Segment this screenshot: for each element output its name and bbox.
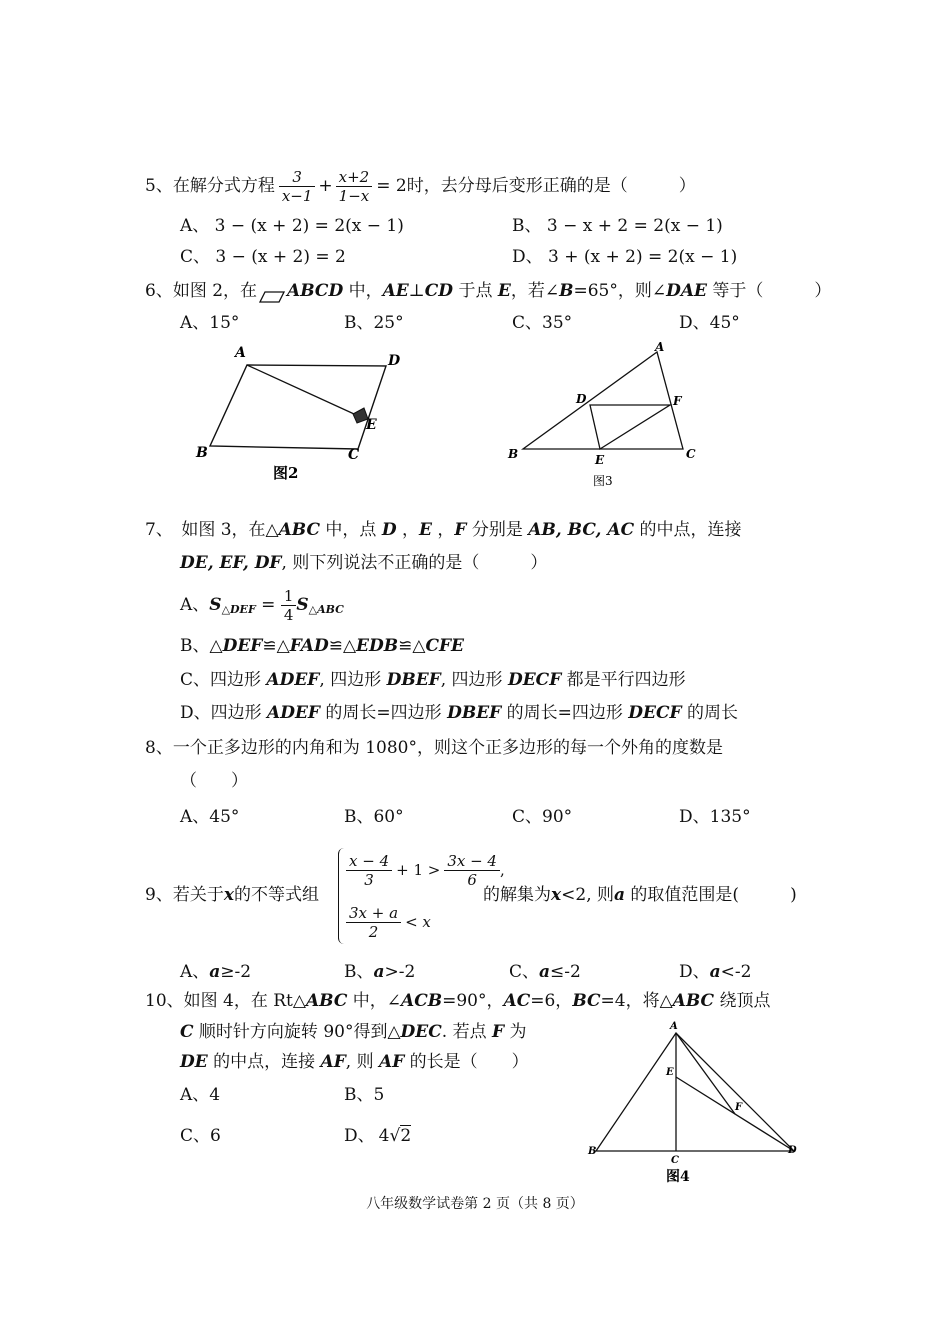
q9-option-b	[344, 960, 415, 984]
q9-a: a	[614, 885, 626, 905]
q8-option-a: A、45°	[180, 807, 240, 827]
q10-text: 绕顶点	[714, 991, 771, 1011]
q7-opt-a-num: 1	[281, 587, 297, 606]
fig4-label-e: E	[666, 1067, 674, 1078]
q6-text: 中，	[343, 281, 383, 301]
q6-text: ，若∠	[510, 281, 560, 301]
figure-4	[584, 1015, 809, 1190]
q9-opt-label: C、	[509, 962, 540, 982]
q6-text: =65°，则∠	[573, 281, 667, 301]
q5-fraction-1	[279, 168, 316, 205]
q5-fraction-2	[336, 168, 373, 205]
q7-opt-a-s: S	[296, 595, 309, 615]
fig2-parallelogram	[210, 365, 386, 449]
fig3-caption: 图3	[593, 474, 613, 488]
fig3-label-d: D	[576, 392, 587, 406]
q9-option-a	[180, 960, 251, 984]
q7-tri: DEF	[222, 636, 263, 656]
fig2-label-b: B	[196, 445, 208, 461]
q9-inequality-2	[346, 900, 431, 944]
q7-tri: CFE	[425, 636, 464, 656]
q9-text: 的取值范围是( )	[625, 885, 797, 905]
q7-quad: ADEF	[266, 670, 320, 690]
q6-option-d: D、45°	[679, 313, 740, 333]
q10-option-c: C、6	[180, 1126, 221, 1146]
q9-ineq1-den: 6	[467, 870, 477, 889]
q7-text: ，	[431, 520, 455, 540]
q6-ae: AE	[382, 281, 409, 301]
q7-segments: DE, EF, DF	[180, 553, 282, 573]
q7-quad: DBEF	[447, 703, 502, 723]
q5-frac2-den: 1−x	[338, 186, 370, 205]
fig4-label-d: D	[788, 1145, 797, 1156]
figure-2	[180, 335, 420, 495]
q5-option-d: D、 3 + (x + 2) = 2(x − 1)	[512, 247, 738, 267]
fig2-label-d: D	[388, 353, 401, 369]
q9-ineq1-end: ,	[499, 861, 505, 879]
q6-option-a: A、15°	[180, 313, 240, 333]
q10-bc: BC	[572, 991, 601, 1011]
q8-line-2: （ ）	[180, 771, 248, 791]
fig2-caption: 图2	[273, 464, 299, 482]
q5-eq: = 2	[376, 176, 407, 196]
q9-ineq1-den: 3	[364, 870, 374, 889]
fig4-label-b: B	[588, 1146, 597, 1157]
q7-tri: FAD	[289, 636, 329, 656]
q7-opt-a-label: A、	[180, 595, 210, 615]
q7-f: F	[454, 520, 467, 540]
q5-option-b: B、 3 − x + 2 = 2(x − 1)	[512, 216, 723, 236]
q9-opt-label: D、	[679, 962, 710, 982]
q9-opt-var: a	[373, 962, 385, 982]
q10-line-3	[180, 1050, 529, 1074]
q9-ineq1-num: 3x − 4	[444, 852, 500, 871]
q10-af: AF	[320, 1052, 346, 1072]
q7-text: 都是平行四边形	[561, 670, 686, 690]
q7-opt-a-sub: △DEF	[221, 603, 256, 616]
q10-dec: DEC	[400, 1022, 442, 1042]
q5-frac1-num: 3	[279, 168, 316, 187]
q5-option-c: C、 3 − (x + 2) = 2	[180, 247, 346, 267]
q7-text: ，	[396, 520, 419, 540]
q10-de: DE	[180, 1052, 208, 1072]
q7-text: , 四边形	[319, 670, 387, 690]
q9-ineq1-frac1	[346, 852, 392, 889]
q5-stem	[145, 162, 696, 210]
q9-opt-label: A、	[180, 962, 210, 982]
q7-option-a	[180, 585, 344, 625]
q6-perp: ⊥	[408, 281, 425, 301]
q7-text: 的周长	[681, 703, 738, 723]
q7-tri: EDB	[356, 636, 399, 656]
q6-e: E	[497, 281, 511, 301]
q10-text: =6，	[530, 991, 573, 1011]
q7-option-b	[180, 634, 464, 658]
q8-line-1: 8、一个正多边形的内角和为 1080°，则这个正多边形的每一个外角的度数是	[145, 738, 723, 758]
q7-line-2	[180, 551, 547, 575]
q7-text: 中，点	[320, 520, 382, 540]
fig2-label-e: E	[366, 417, 377, 433]
q10-option-a: A、4	[180, 1085, 221, 1105]
fig4-label-f: F	[735, 1102, 743, 1113]
figure-3	[500, 335, 710, 495]
parallelogram-icon	[259, 286, 285, 298]
q10-abc: ABC	[672, 991, 715, 1011]
q10-f: F	[492, 1022, 505, 1042]
q7-quad: ADEF	[267, 703, 321, 723]
q7-text: , 则下列说法不正确的是（ ）	[281, 553, 548, 573]
fig4-caption: 图4	[666, 1169, 690, 1185]
q9-text: <2, 则	[561, 885, 615, 905]
q7-text: ≌△	[262, 636, 290, 656]
q10-text: 的中点，连接	[207, 1052, 321, 1072]
q9-text: 9、若关于	[145, 885, 224, 905]
q10-text: . 若点	[441, 1022, 492, 1042]
q7-opt-a-eq: =	[255, 595, 281, 615]
q9-opt-rel: ≤-2	[550, 962, 581, 982]
q7-text: C、四边形	[180, 670, 267, 690]
fig3-label-a: A	[655, 340, 665, 354]
q8-option-b: B、60°	[344, 807, 404, 827]
q10-line-2	[180, 1020, 526, 1044]
q9-stem-right	[483, 883, 797, 907]
q9-stem-left	[145, 883, 319, 907]
q7-opt-a-den: 4	[283, 605, 294, 624]
q9-opt-label: B、	[344, 962, 374, 982]
q7-text: 的周长=四边形	[501, 703, 629, 723]
q6-option-b: B、25°	[344, 313, 404, 333]
q8-option-d: D、135°	[679, 807, 751, 827]
fig3-triangle-abc	[523, 352, 683, 449]
q6-abcd: ABCD	[287, 281, 344, 301]
q7-text: ≌△	[328, 636, 357, 656]
q9-opt-rel: >-2	[384, 962, 416, 982]
q10-abc: ABC	[305, 991, 348, 1011]
q9-ineq2-end: < x	[405, 913, 431, 931]
q9-text: 的不等式组	[233, 885, 319, 905]
q7-quad: DECF	[628, 703, 682, 723]
q9-x: x	[223, 885, 234, 905]
q10-option-d	[344, 1124, 411, 1148]
q9-ineq1-num: x − 4	[346, 852, 392, 871]
q7-option-d	[180, 701, 738, 725]
q9-opt-var: a	[209, 962, 221, 982]
q7-line-1	[145, 518, 742, 542]
q6-cd: CD	[424, 281, 454, 301]
q7-text: ≌△	[398, 636, 426, 656]
q9-inequality-1	[346, 848, 505, 892]
q10-text: 10、如图 4，在 Rt△	[145, 991, 306, 1011]
q5-text-after: 时，去分母后变形正确的是（ ）	[406, 176, 696, 196]
q9-ineq2-frac	[346, 904, 401, 941]
q5-plus: +	[318, 176, 333, 196]
q7-opt-a-fraction	[281, 587, 297, 624]
q6-text: 6、如图 2，在	[145, 281, 258, 301]
q7-opt-a-sub: △ABC	[308, 603, 344, 616]
q7-opt-a-s: S	[209, 595, 222, 615]
q7-text: 7、 如图 3，在△	[145, 520, 279, 540]
q10-text: 为	[504, 1022, 527, 1042]
q9-opt-var: a	[709, 962, 721, 982]
q7-text: D、四边形	[180, 703, 268, 723]
sqrt-icon: √	[389, 1126, 401, 1146]
q10-text: =90°，	[442, 991, 504, 1011]
fig2-label-c: C	[348, 447, 360, 463]
q7-quad: DBEF	[386, 670, 441, 690]
q10-opt-d-coef: 4	[378, 1126, 390, 1146]
q9-option-d	[679, 960, 751, 984]
q6-b: B	[559, 281, 574, 301]
q6-text: 等于（ ）	[706, 281, 832, 301]
q10-text: 的长是（ ）	[404, 1052, 529, 1072]
q5-option-a: A、 3 − (x + 2) = 2(x − 1)	[180, 216, 404, 236]
q10-opt-d-radicand: 2	[400, 1126, 412, 1146]
q7-e: E	[418, 520, 432, 540]
q7-d: D	[381, 520, 397, 540]
q7-text: 分别是	[466, 520, 529, 540]
q10-af: AF	[379, 1052, 405, 1072]
q7-text: , 四边形	[440, 670, 508, 690]
q6-stem	[145, 279, 831, 303]
fig3-label-c: C	[686, 447, 696, 461]
fig3-label-f: F	[673, 394, 682, 408]
q5-frac2-num: x+2	[336, 168, 373, 187]
q10-line-1	[145, 989, 770, 1013]
q5-text-before: 5、在解分式方程	[145, 176, 275, 196]
q9-ineq1-mid: + 1 >	[396, 861, 441, 879]
fig2-label-a: A	[235, 345, 246, 361]
q9-system-brace	[338, 848, 345, 944]
q10-acb: ACB	[401, 991, 443, 1011]
q5-frac1-den: x−1	[281, 186, 313, 205]
q7-text: 的中点，连接	[634, 520, 742, 540]
q7-text: 的周长=四边形	[320, 703, 448, 723]
fig3-label-b: B	[508, 447, 519, 461]
q10-text: =4，将△	[600, 991, 673, 1011]
q7-quad: DECF	[507, 670, 562, 690]
fig4-segment-af	[676, 1033, 735, 1114]
q6-option-c: C、35°	[512, 313, 573, 333]
fig4-label-a: A	[670, 1021, 678, 1032]
q7-option-c	[180, 668, 686, 692]
q9-opt-rel: <-2	[720, 962, 752, 982]
q7-midpoint-sides: AB, BC, AC	[528, 520, 635, 540]
q7-abc: ABC	[278, 520, 321, 540]
q10-option-b: B、5	[344, 1085, 385, 1105]
q9-ineq2-num: 3x + a	[346, 904, 401, 923]
q9-text: 的解集为	[483, 885, 551, 905]
fig2-segment-ae	[247, 365, 365, 419]
fig3-triangle-def	[590, 405, 670, 449]
q9-ineq2-den: 2	[368, 922, 379, 941]
q10-text: 中，∠	[347, 991, 402, 1011]
fig3-label-e: E	[595, 453, 605, 467]
q9-option-c	[509, 960, 581, 984]
q10-text: , 则	[345, 1052, 379, 1072]
q10-text: 顺时针方向旋转 90°得到△	[193, 1022, 401, 1042]
page-footer: 八年级数学试卷第 2 页（共 8 页）	[366, 1196, 584, 1212]
q10-opt-d-label: D、	[344, 1126, 375, 1146]
q9-x: x	[551, 885, 562, 905]
q8-option-c: C、90°	[512, 807, 573, 827]
q10-c: C	[180, 1022, 194, 1042]
fig4-label-c: C	[671, 1155, 679, 1166]
q9-opt-rel: ≥-2	[220, 962, 252, 982]
q9-opt-var: a	[539, 962, 551, 982]
q6-text: 于点	[453, 281, 498, 301]
q6-dae: DAE	[666, 281, 707, 301]
q7-text: B、△	[180, 636, 223, 656]
q10-ac: AC	[503, 991, 531, 1011]
fig4-outer-triangle	[596, 1033, 794, 1151]
